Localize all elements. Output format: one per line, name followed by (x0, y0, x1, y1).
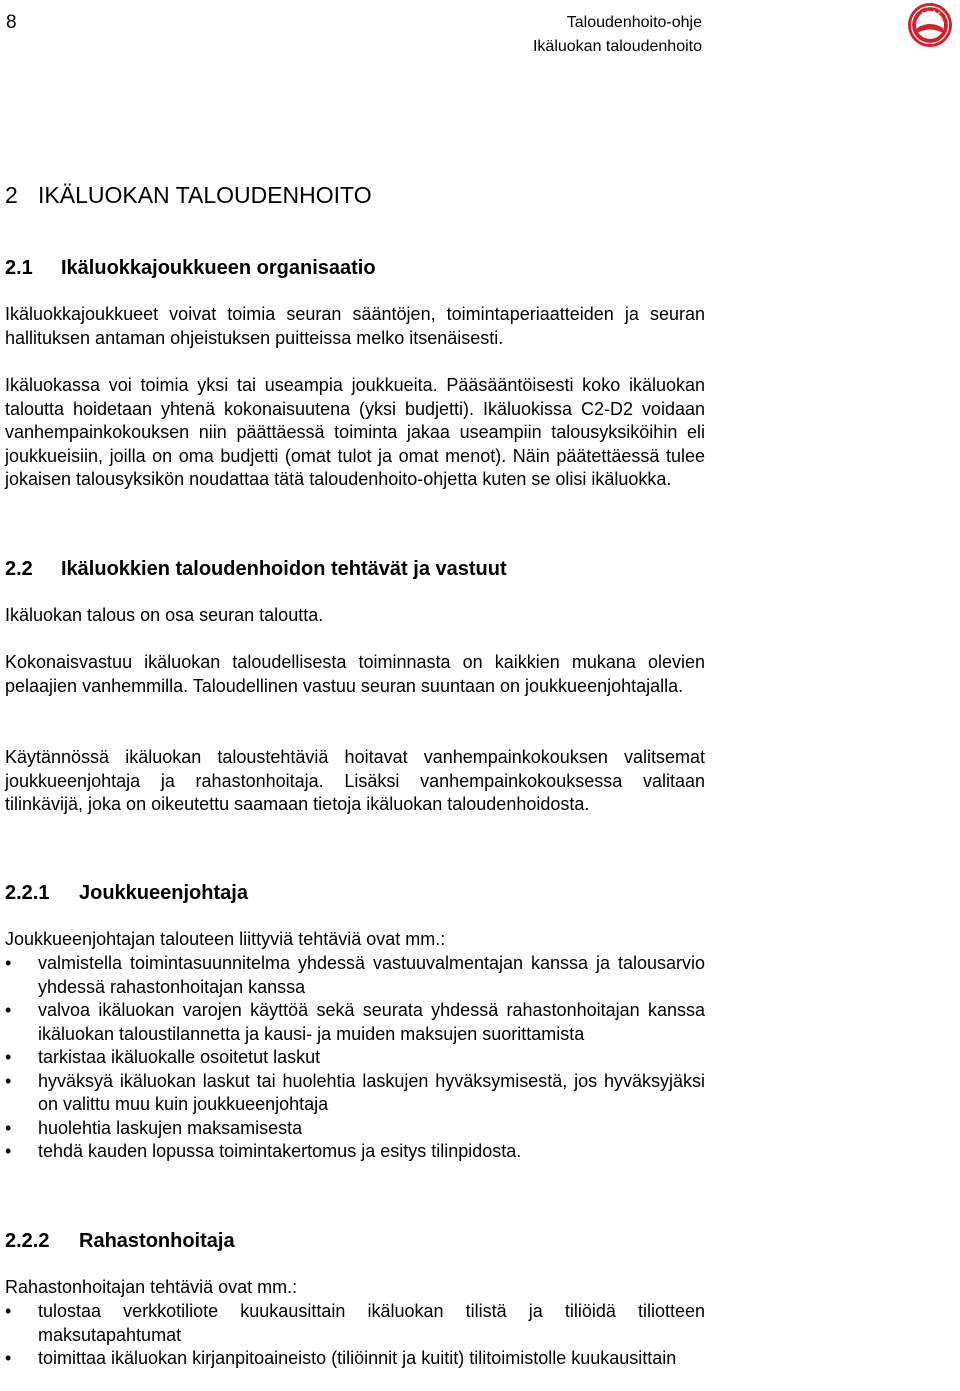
list-item-text: tehdä kauden lopussa toimintakertomus ja esitys tilinpidosta. (38, 1141, 522, 1161)
running-header-title: Taloudenhoito-ohje (566, 14, 702, 31)
running-header-subtitle: Ikäluokan taloudenhoito (532, 38, 702, 55)
bullet-icon: • (5, 1117, 12, 1138)
list-item (5, 1117, 705, 1141)
list-item-text: hyväksyä ikäluokan laskut tai huolehtia laskujen hyväksymisestä, jos hyväksyjäksi on valittu muu kuin joukkueenjohtaja (38, 1070, 705, 1114)
section-2-2-2-intro: Rahastonhoitajan tehtäviä ovat mm.: (5, 1277, 298, 1297)
section-2-1-paragraph-2: Ikäluokassa voi toimia yksi tai useampia joukkueita. Pääsääntöisesti koko ikäluokan taloutta hoidetaan yhtenä kokonaisuutena (yksi budjetti). Ikäluokissa C2-D2 voidaan vanhempainkokouksen niin päättäessä toiminta jakaa useampiin talousyksiköihin eli joukkueisiin, joilla on oma budjetti (omat tulot ja omat menot). Näin päätettäessä tulee jokaisen talousyksikön noudattaa tätä taloudenhoito-ohjetta kuten se olisi ikäluokka. (5, 375, 705, 489)
list-item-text: valvoa ikäluokan varojen käyttöä sekä seurata yhdessä rahastonhoitajan kanssa ikäluokan taloustilannetta ja kausi- ja muiden maksujen suorittamista (38, 1000, 705, 1044)
section-2-2-paragraph-2: Kokonaisvastuu ikäluokan taloudellisesta toiminnasta on kaikkien mukana olevien pelaajien vanhemmilla. Taloudellinen vastuu seuran suuntaan on joukkueenjohtajalla. (5, 652, 705, 696)
section-2-1-paragraph-1: Ikäluokkajoukkueet voivat toimia seuran sääntöjen, toimintaperiaatteiden ja seuran hallituksen antaman ohjeistuksen puitteissa melko itsenäisesti. (5, 304, 705, 348)
chapter-heading (5, 184, 372, 208)
section-2-2-heading (5, 558, 507, 582)
section-2-1-heading (5, 257, 376, 281)
section-2-1-title: Ikäluokkajoukkueen organisaatio (61, 257, 376, 279)
page-number: 8 (6, 12, 17, 33)
chapter-number: 2 (5, 182, 18, 208)
section-2-2-1-number: 2.2.1 (5, 882, 50, 904)
chapter-title: IKÄLUOKAN TALOUDENHOITO (38, 182, 372, 208)
eps-club-logo-icon (907, 2, 953, 48)
running-header (533, 11, 702, 59)
bullet-icon: • (5, 1348, 12, 1368)
list-item (5, 1140, 705, 1164)
section-2-2-1-list (5, 952, 705, 1164)
section-2-2-1-heading (5, 882, 248, 906)
section-2-2-number: 2.2 (5, 558, 33, 580)
bullet-icon: • (5, 953, 12, 973)
section-2-2-2-number: 2.2.2 (5, 1230, 50, 1252)
section-2-2-title: Ikäluokkien taloudenhoidon tehtävät ja vastuut (61, 558, 507, 580)
list-item-text: tarkistaa ikäluokalle osoitetut laskut (38, 1047, 321, 1067)
bullet-icon: • (5, 1047, 12, 1067)
list-item-text: toimittaa ikäluokan kirjanpitoaineisto (tiliöinnit ja kuitit) tilitoimistolle kuukausittain (38, 1348, 677, 1368)
bullet-icon: • (5, 1301, 12, 1321)
bullet-icon: • (5, 1070, 12, 1091)
section-2-2-2-heading (5, 1230, 235, 1254)
section-2-2-2-title: Rahastonhoitaja (79, 1230, 235, 1252)
list-item (5, 999, 705, 1046)
bullet-icon: • (5, 1000, 12, 1020)
section-2-2-1-title: Joukkueenjohtaja (79, 882, 248, 904)
list-item (5, 1347, 705, 1371)
section-2-2-2-list (5, 1300, 705, 1371)
bullet-icon: • (5, 1141, 12, 1161)
list-item (5, 1300, 705, 1347)
list-item-text: valmistella toimintasuunnitelma yhdessä vastuuvalmentajan kanssa ja talousarvio yhdessä rahastonhoitajan kanssa (38, 953, 705, 997)
list-item (5, 952, 705, 999)
section-2-2-1-intro: Joukkueenjohtajan talouteen liittyviä tehtäviä ovat mm.: (5, 929, 446, 949)
list-item-text: tulostaa verkkotiliote kuukausittain ikäluokan tilistä ja tiliöidä tiliotteen maksutapahtumat (38, 1301, 705, 1345)
section-2-1-number: 2.1 (5, 257, 33, 279)
list-item (5, 1046, 705, 1070)
section-2-2-paragraph-3: Käytännössä ikäluokan taloustehtäviä hoitavat vanhempainkokouksen valitsemat joukkueenjohtaja ja rahastonhoitaja. Lisäksi vanhempainkokouksessa valitaan tilinkävijä, joka on oikeutettu saamaan tietoja ikäluokan taloudenhoidosta. (5, 747, 705, 814)
list-item-text: huolehtia laskujen maksamisesta (38, 1117, 303, 1138)
list-item (5, 1070, 705, 1117)
section-2-2-paragraph-1: Ikäluokan talous on osa seuran taloutta. (5, 605, 324, 625)
